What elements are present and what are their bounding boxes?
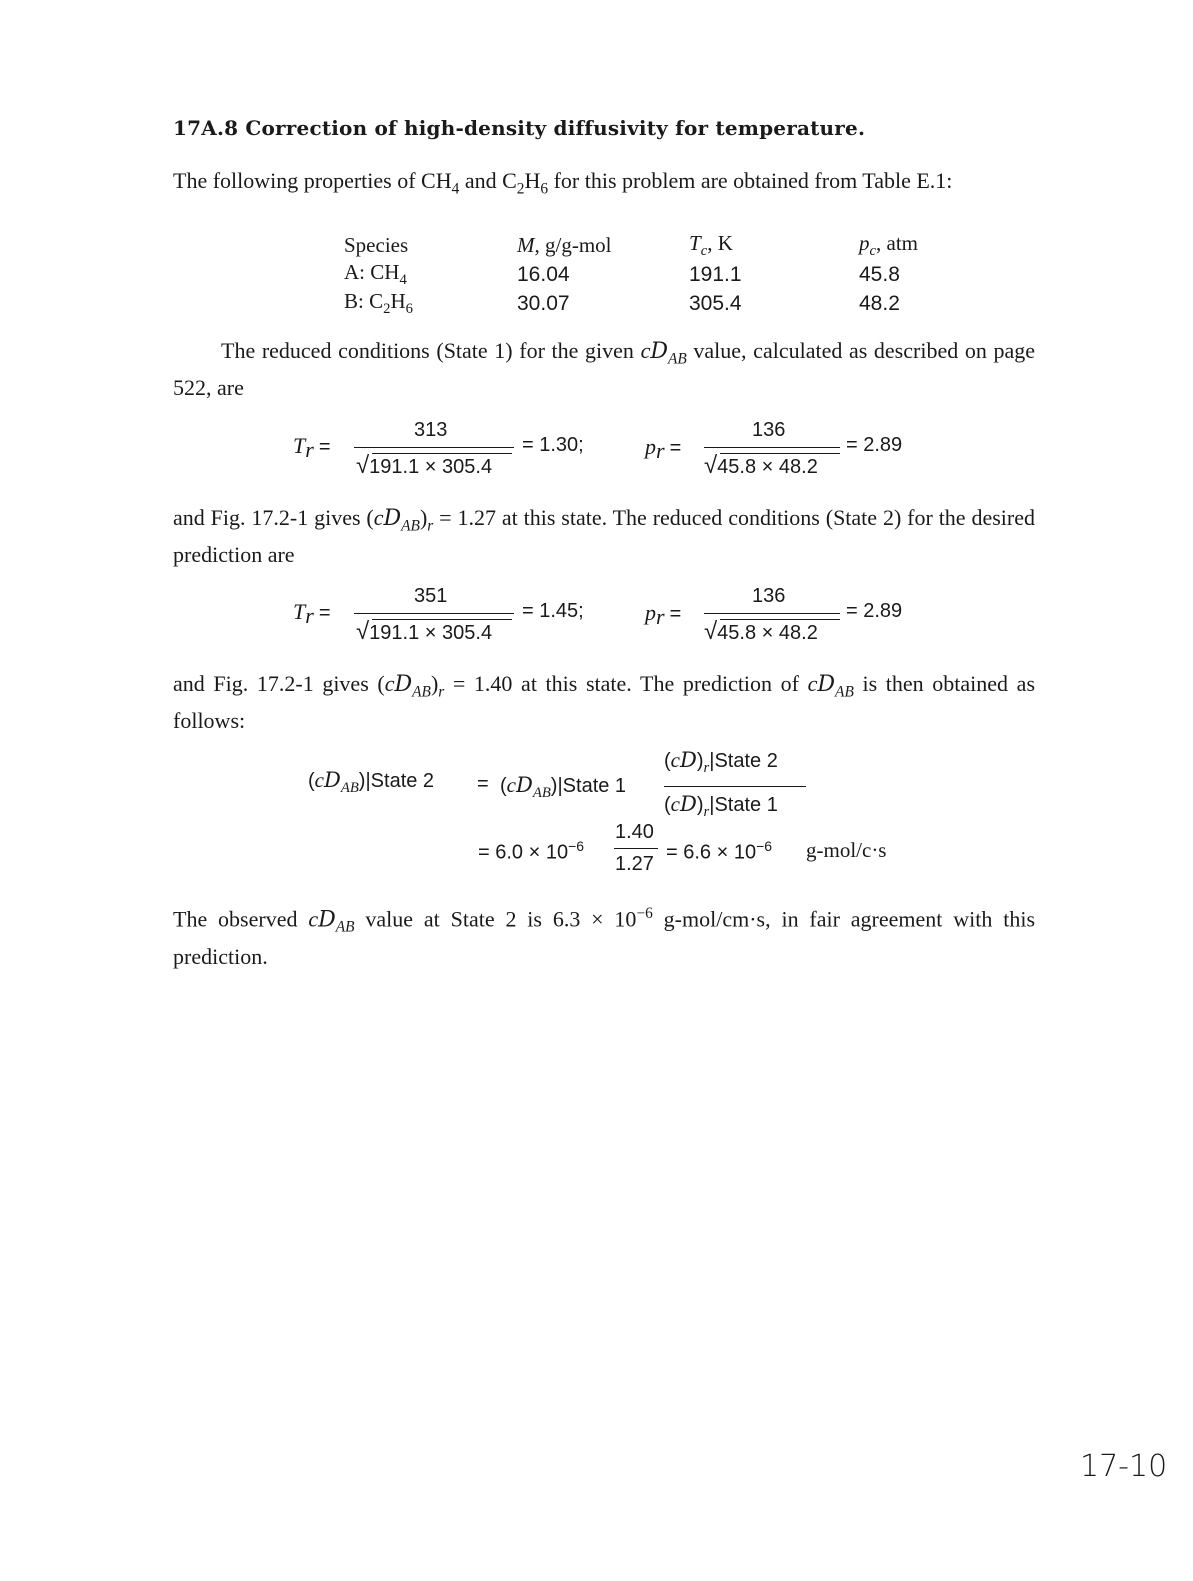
pr-symbol: $p_r$ = xyxy=(645,600,682,630)
prediction-paragraph: and Fig. 17.2-1 gives $(cD_{AB})_r = 1.40$ at this state. The prediction of $cD_{AB}$ is then obtained as follows: xyxy=(173,671,1036,734)
tc-cell: 305.4 xyxy=(689,291,742,315)
table-row xyxy=(344,260,979,289)
tr-symbol: $T_r$ = xyxy=(293,433,331,463)
pr-numerator: 136 xyxy=(752,585,786,607)
reduced-conditions-paragraph-2: and Fig. 17.2-1 gives $(cD_{AB})_r = 1.27$ at this state. The reduced conditions (State 2) for the desired prediction are xyxy=(173,505,1035,568)
molar-mass-cell: 30.07 xyxy=(517,291,570,315)
calc-lead: = $6.0 \times 10^{-6}$ xyxy=(478,838,585,864)
problem-heading: 17A.8 Correction of high-density diffusivity for temperature. xyxy=(173,116,866,140)
pc-cell: 45.8 xyxy=(859,262,900,286)
pr-result: = 2.89 xyxy=(846,434,903,456)
header-critical-pressure: $p_c$, atm xyxy=(859,231,919,260)
tr-numerator: 313 xyxy=(414,419,448,441)
lhs-term: $(cD_{AB})|State$ 2 xyxy=(308,768,435,797)
pr-denominator: √45.8 × 48.2 xyxy=(704,452,818,479)
header-critical-temperature: $T_c$, K xyxy=(689,231,733,260)
conclusion-paragraph: The observed $cD_{AB}$ value at State 2 is $6.3 \times 10^{-6}$ g-mol/cm·s, in fair agreement with this prediction. xyxy=(173,905,1036,969)
rhs-term: $(cD_{AB})|State$ 1 xyxy=(500,773,627,802)
handwritten-page-number: 17-10 xyxy=(1080,1449,1168,1484)
pr-denominator: √45.8 × 48.2 xyxy=(704,618,818,645)
pr-result: = 2.89 xyxy=(846,600,903,622)
pc-cell: 48.2 xyxy=(859,291,900,315)
pr-symbol: $p_r$ = xyxy=(645,434,682,464)
tr-denominator: √191.1 × 305.4 xyxy=(356,618,493,645)
calc-numerator: 1.40 xyxy=(615,821,654,843)
header-molar-mass: M, g/g-mol xyxy=(517,233,612,258)
reduced-conditions-paragraph-1: The reduced conditions (State 1) for the given $cD_{AB}$ value, calculated as described on page 522, are xyxy=(173,338,1035,401)
pr-numerator: 136 xyxy=(752,419,786,441)
ratio-numerator: $(cD)_r|State$ 2 xyxy=(664,748,778,777)
tc-cell: 191.1 xyxy=(689,262,742,286)
tr-numerator: 351 xyxy=(414,585,448,607)
calc-result: = $6.6 \times 10^{-6}$ xyxy=(666,838,773,864)
tr-result: = 1.30; xyxy=(522,434,584,456)
tr-result: = 1.45; xyxy=(522,600,584,622)
table-header-row xyxy=(344,231,979,260)
intro-paragraph: The following properties of $CH_4$ and $C_2H_6$ for this problem are obtained from Table E.1: xyxy=(173,168,953,198)
tr-denominator: √191.1 × 305.4 xyxy=(356,452,493,479)
species-cell: B: $C_2H_6$ xyxy=(344,289,413,318)
header-species: Species xyxy=(344,233,409,258)
table-row xyxy=(344,289,979,318)
species-cell: A: $CH_4$ xyxy=(344,260,407,289)
properties-table xyxy=(344,231,979,319)
molar-mass-cell: 16.04 xyxy=(517,262,570,286)
equals-sign: = xyxy=(477,773,489,795)
ratio-denominator: $(cD)_r|State$ 1 xyxy=(664,792,778,821)
tr-symbol: $T_r$ = xyxy=(293,599,331,629)
calc-denominator: 1.27 xyxy=(615,853,654,875)
calc-unit: g-mol/c·s xyxy=(806,838,887,862)
